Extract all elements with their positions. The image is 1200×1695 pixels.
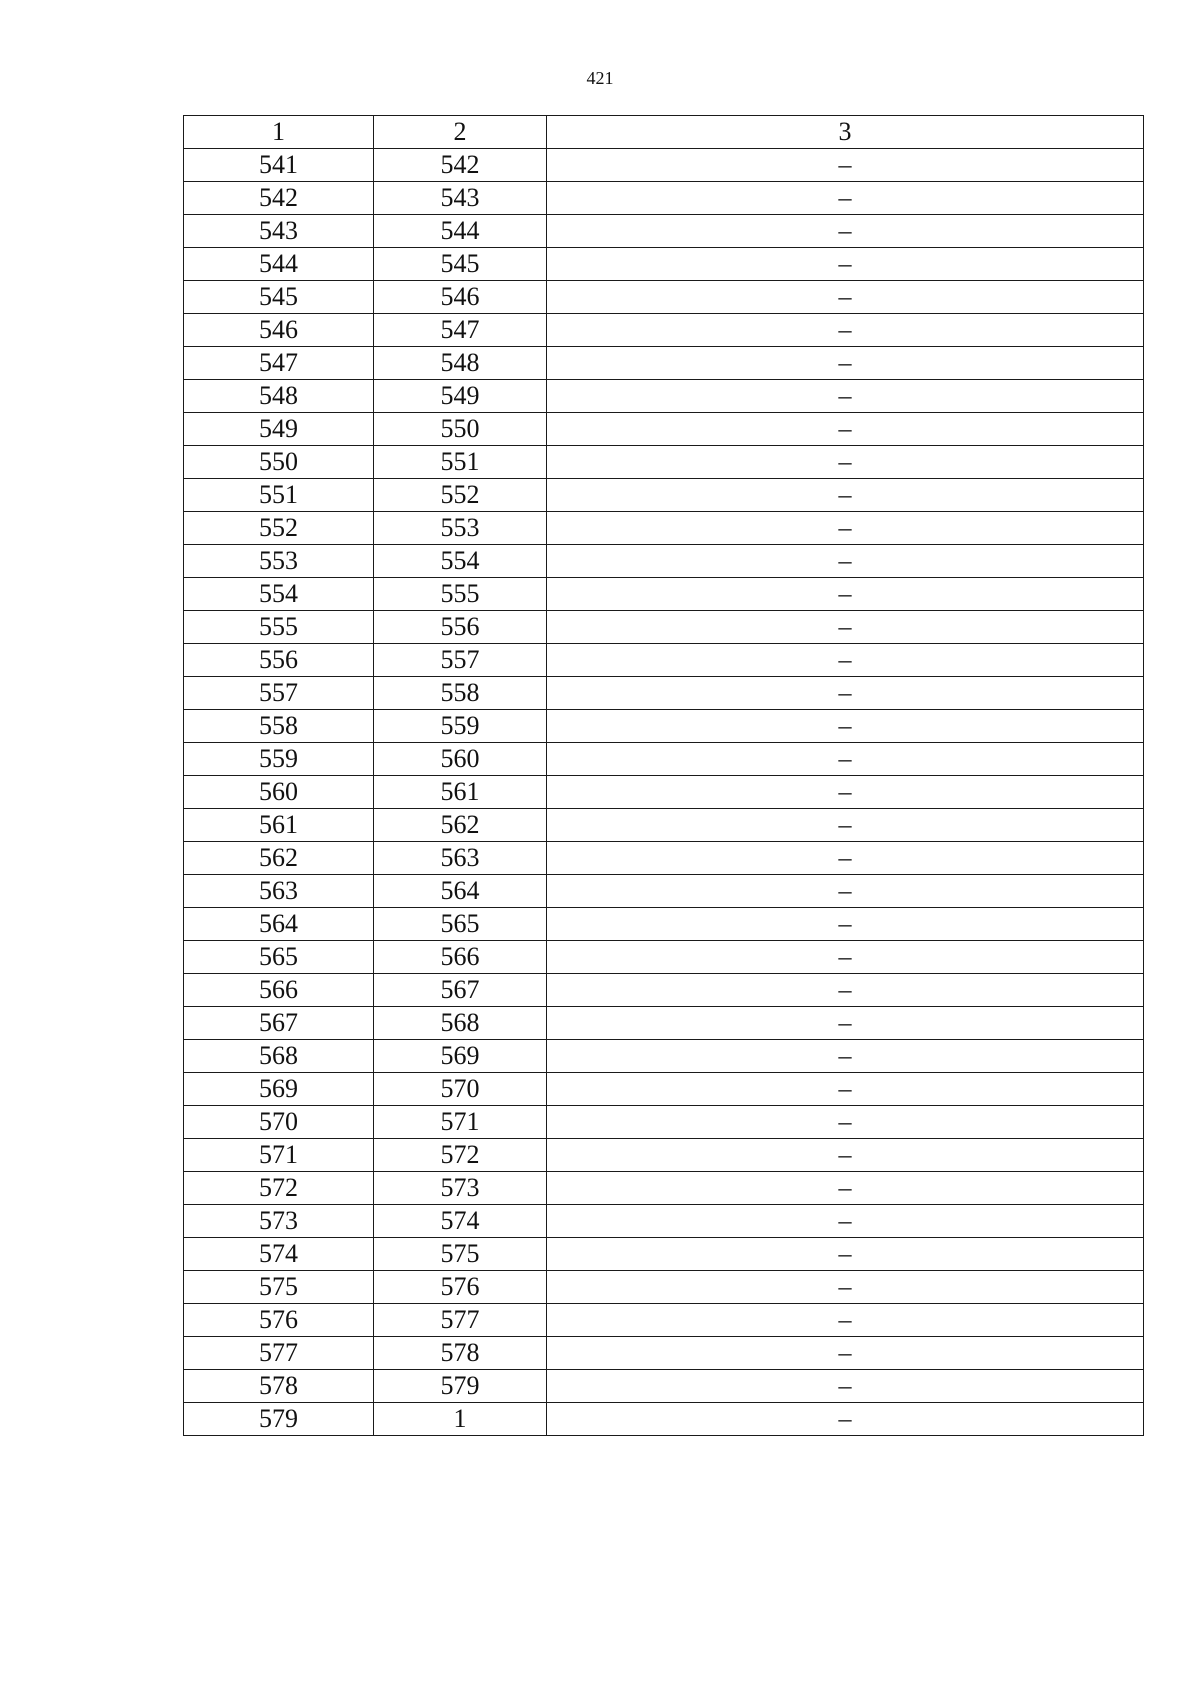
table-row — [184, 974, 1144, 1007]
table-cell-col-1: 553 — [184, 545, 374, 578]
table-cell-col-2: 565 — [374, 908, 547, 941]
table-cell-col-2: 551 — [374, 446, 547, 479]
table-cell-col-3: – — [547, 1106, 1144, 1139]
data-table — [183, 115, 1144, 1436]
table-row — [184, 1172, 1144, 1205]
table-header — [184, 116, 1144, 149]
header-row — [184, 116, 1144, 149]
table-cell-col-1: 545 — [184, 281, 374, 314]
table-cell-col-1: 578 — [184, 1370, 374, 1403]
table-row — [184, 1403, 1144, 1436]
table-cell-col-2: 556 — [374, 611, 547, 644]
table-cell-col-3: – — [547, 842, 1144, 875]
table-cell-col-3: – — [547, 347, 1144, 380]
table-cell-col-3: – — [547, 941, 1144, 974]
table-cell-col-3: – — [547, 314, 1144, 347]
table-row — [184, 743, 1144, 776]
table-cell-col-2: 549 — [374, 380, 547, 413]
table-row — [184, 380, 1144, 413]
table-cell-col-1: 554 — [184, 578, 374, 611]
table-row — [184, 1337, 1144, 1370]
table-row — [184, 1304, 1144, 1337]
table-cell-col-2: 553 — [374, 512, 547, 545]
table-cell-col-3: – — [547, 974, 1144, 1007]
table-cell-col-3: – — [547, 578, 1144, 611]
table-row — [184, 1106, 1144, 1139]
table-cell-col-3: – — [547, 908, 1144, 941]
table-cell-col-2: 548 — [374, 347, 547, 380]
table-cell-col-3: – — [547, 281, 1144, 314]
table-cell-col-1: 550 — [184, 446, 374, 479]
table-cell-col-2: 559 — [374, 710, 547, 743]
table-cell-col-3: – — [547, 677, 1144, 710]
table-cell-col-1: 573 — [184, 1205, 374, 1238]
table-cell-col-2: 574 — [374, 1205, 547, 1238]
table-cell-col-1: 555 — [184, 611, 374, 644]
table-cell-col-1: 542 — [184, 182, 374, 215]
table-row — [184, 479, 1144, 512]
table-cell-col-3: – — [547, 776, 1144, 809]
table-cell-col-1: 557 — [184, 677, 374, 710]
table-cell-col-2: 552 — [374, 479, 547, 512]
table-cell-col-3: – — [547, 1073, 1144, 1106]
table-cell-col-2: 578 — [374, 1337, 547, 1370]
table-cell-col-3: – — [547, 1403, 1144, 1436]
table-cell-col-3: – — [547, 182, 1144, 215]
table-cell-col-1: 569 — [184, 1073, 374, 1106]
table-cell-col-2: 576 — [374, 1271, 547, 1304]
table-cell-col-2: 577 — [374, 1304, 547, 1337]
table-cell-col-1: 549 — [184, 413, 374, 446]
table-row — [184, 1205, 1144, 1238]
table-cell-col-1: 567 — [184, 1007, 374, 1040]
table-row — [184, 314, 1144, 347]
table-cell-col-3: – — [547, 1271, 1144, 1304]
table-row — [184, 1139, 1144, 1172]
table-cell-col-1: 558 — [184, 710, 374, 743]
table-cell-col-1: 574 — [184, 1238, 374, 1271]
table-cell-col-3: – — [547, 1304, 1144, 1337]
table-cell-col-3: – — [547, 875, 1144, 908]
table-row — [184, 875, 1144, 908]
table-cell-col-2: 543 — [374, 182, 547, 215]
table-row — [184, 446, 1144, 479]
table-row — [184, 578, 1144, 611]
table-cell-col-2: 555 — [374, 578, 547, 611]
table-cell-col-2: 546 — [374, 281, 547, 314]
table-cell-col-2: 571 — [374, 1106, 547, 1139]
table-cell-col-1: 566 — [184, 974, 374, 1007]
table-cell-col-1: 568 — [184, 1040, 374, 1073]
page-number: 421 — [586, 68, 614, 88]
table-cell-col-3: – — [547, 1172, 1144, 1205]
table-cell-col-1: 559 — [184, 743, 374, 776]
table-cell-col-1: 577 — [184, 1337, 374, 1370]
table-cell-col-1: 565 — [184, 941, 374, 974]
table-cell-col-2: 568 — [374, 1007, 547, 1040]
table-row — [184, 1040, 1144, 1073]
table-cell-col-3: – — [547, 644, 1144, 677]
table-cell-col-1: 551 — [184, 479, 374, 512]
table-row — [184, 281, 1144, 314]
table-row — [184, 215, 1144, 248]
table-cell-col-1: 552 — [184, 512, 374, 545]
table-cell-col-3: – — [547, 413, 1144, 446]
table-cell-col-3: – — [547, 1337, 1144, 1370]
table-cell-col-2: 575 — [374, 1238, 547, 1271]
table-cell-col-3: – — [547, 1370, 1144, 1403]
table-cell-col-2: 563 — [374, 842, 547, 875]
table-cell-col-1: 548 — [184, 380, 374, 413]
table-cell-col-1: 541 — [184, 149, 374, 182]
table-cell-col-2: 562 — [374, 809, 547, 842]
table-cell-col-2: 547 — [374, 314, 547, 347]
table-cell-col-3: – — [547, 611, 1144, 644]
table-cell-col-1: 546 — [184, 314, 374, 347]
table-cell-col-3: – — [547, 479, 1144, 512]
table-cell-col-2: 558 — [374, 677, 547, 710]
column-header-2: 2 — [374, 116, 547, 149]
table-cell-col-1: 570 — [184, 1106, 374, 1139]
table-cell-col-3: – — [547, 1238, 1144, 1271]
table-row — [184, 1238, 1144, 1271]
table-cell-col-3: – — [547, 1040, 1144, 1073]
table-cell-col-1: 544 — [184, 248, 374, 281]
table-cell-col-3: – — [547, 1139, 1144, 1172]
table-cell-col-2: 554 — [374, 545, 547, 578]
table-cell-col-2: 566 — [374, 941, 547, 974]
table-row — [184, 545, 1144, 578]
table-row — [184, 941, 1144, 974]
table-row — [184, 677, 1144, 710]
table-cell-col-3: – — [547, 1205, 1144, 1238]
table-row — [184, 644, 1144, 677]
table-cell-col-2: 567 — [374, 974, 547, 1007]
table-cell-col-3: – — [547, 248, 1144, 281]
table-cell-col-2: 545 — [374, 248, 547, 281]
table-row — [184, 611, 1144, 644]
table-cell-col-2: 561 — [374, 776, 547, 809]
table-row — [184, 842, 1144, 875]
table-row — [184, 347, 1144, 380]
table-cell-col-1: 547 — [184, 347, 374, 380]
table-cell-col-2: 564 — [374, 875, 547, 908]
table-cell-col-1: 562 — [184, 842, 374, 875]
table-cell-col-1: 575 — [184, 1271, 374, 1304]
table-row — [184, 248, 1144, 281]
table-row — [184, 908, 1144, 941]
table-cell-col-1: 556 — [184, 644, 374, 677]
table-cell-col-1: 572 — [184, 1172, 374, 1205]
table-cell-col-2: 573 — [374, 1172, 547, 1205]
table-cell-col-3: – — [547, 512, 1144, 545]
table-row — [184, 776, 1144, 809]
table-cell-col-3: – — [547, 149, 1144, 182]
table-cell-col-3: – — [547, 1007, 1144, 1040]
table-cell-col-1: 571 — [184, 1139, 374, 1172]
table-cell-col-2: 579 — [374, 1370, 547, 1403]
table-cell-col-2: 542 — [374, 149, 547, 182]
table-row — [184, 149, 1144, 182]
table-cell-col-1: 579 — [184, 1403, 374, 1436]
table-cell-col-1: 576 — [184, 1304, 374, 1337]
table-row — [184, 1370, 1144, 1403]
table-cell-col-3: – — [547, 809, 1144, 842]
column-header-1: 1 — [184, 116, 374, 149]
table-row — [184, 512, 1144, 545]
table-row — [184, 182, 1144, 215]
table-cell-col-2: 544 — [374, 215, 547, 248]
table-cell-col-1: 563 — [184, 875, 374, 908]
table-cell-col-3: – — [547, 446, 1144, 479]
table-cell-col-1: 560 — [184, 776, 374, 809]
table-row — [184, 1073, 1144, 1106]
table-cell-col-2: 570 — [374, 1073, 547, 1106]
table-row — [184, 809, 1144, 842]
table-cell-col-2: 560 — [374, 743, 547, 776]
table-cell-col-3: – — [547, 743, 1144, 776]
table-cell-col-1: 543 — [184, 215, 374, 248]
table-cell-col-3: – — [547, 215, 1144, 248]
table-cell-col-2: 557 — [374, 644, 547, 677]
table-cell-col-2: 572 — [374, 1139, 547, 1172]
table-body — [184, 149, 1144, 1436]
table-cell-col-1: 561 — [184, 809, 374, 842]
table-cell-col-2: 569 — [374, 1040, 547, 1073]
column-header-3: 3 — [547, 116, 1144, 149]
table-row — [184, 710, 1144, 743]
table-row — [184, 413, 1144, 446]
table-cell-col-3: – — [547, 380, 1144, 413]
table-cell-col-2: 1 — [374, 1403, 547, 1436]
table-row — [184, 1007, 1144, 1040]
table-row — [184, 1271, 1144, 1304]
table-cell-col-3: – — [547, 545, 1144, 578]
table-cell-col-2: 550 — [374, 413, 547, 446]
table-cell-col-1: 564 — [184, 908, 374, 941]
table-cell-col-3: – — [547, 710, 1144, 743]
